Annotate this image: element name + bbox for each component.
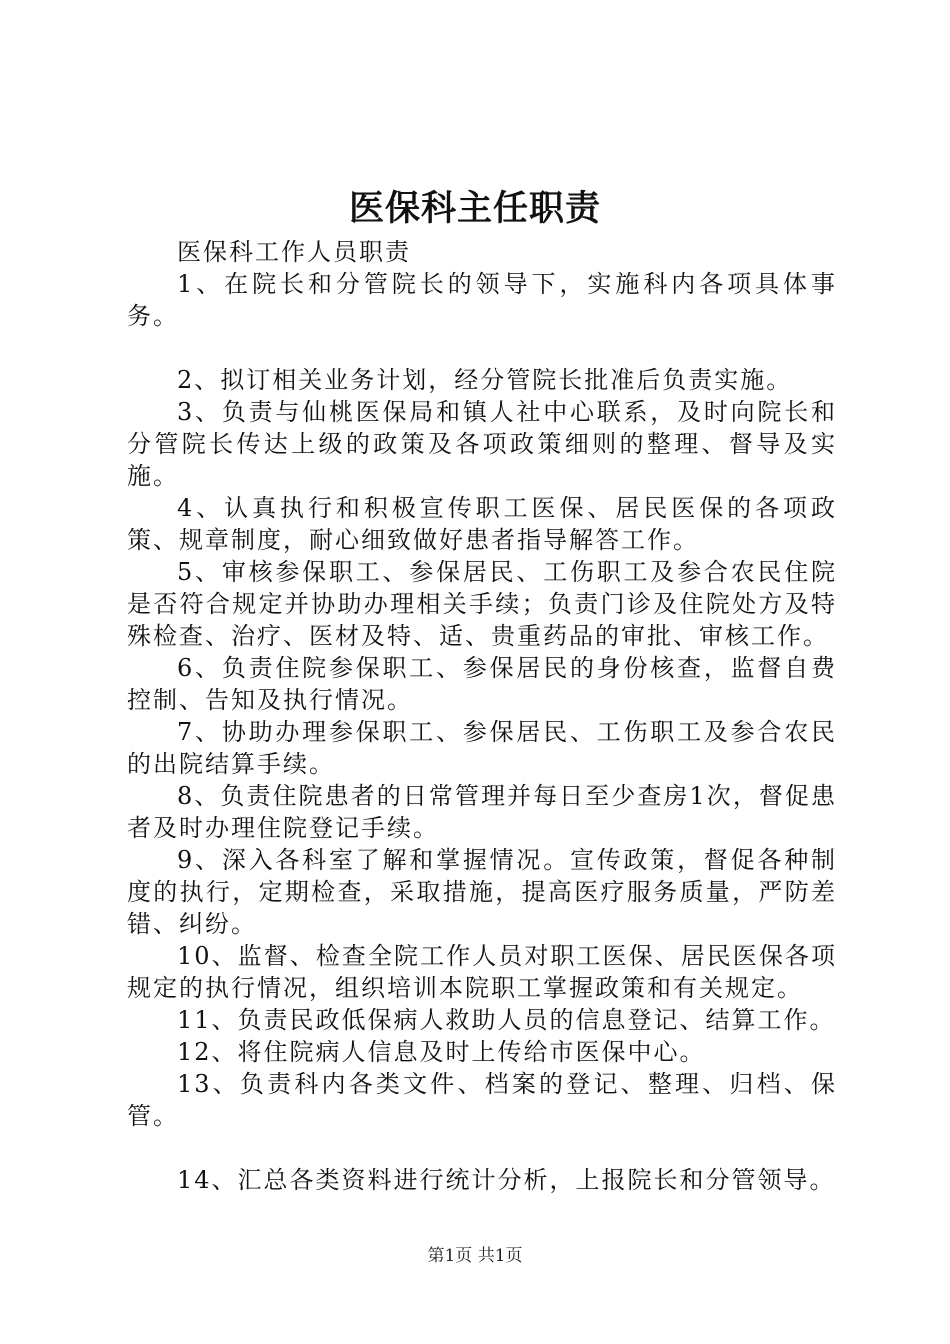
document-body: [127, 236, 837, 1196]
duty-item-12: 12、将住院病人信息及时上传给市医保中心。: [177, 1038, 706, 1066]
duty-item-10: 10、监督、检查全院工作人员对职工医保、居民医保各项规定的执行情况，组织培训本院职工掌握政策和有关规定。: [127, 942, 837, 1002]
duty-item-8: 8、负责住院患者的日常管理并每日至少查房1次，督促患者及时办理住院登记手续。: [127, 782, 837, 842]
duty-item-6: 6、负责住院参保职工、参保居民的身份核查，监督自费控制、告知及执行情况。: [127, 654, 837, 714]
duty-item-14: 14、汇总各类资料进行统计分析，上报院长和分管领导。: [177, 1166, 836, 1194]
duty-item-9: 9、深入各科室了解和掌握情况。宣传政策，督促各种制度的执行，定期检查，采取措施，提高医疗服务质量，严防差错、纠纷。: [127, 846, 837, 938]
duty-item-13: 13、负责科内各类文件、档案的登记、整理、归档、保管。: [127, 1070, 837, 1130]
section-heading: 医保科工作人员职责: [177, 238, 411, 266]
document-title: 医保科主任职责: [348, 188, 601, 229]
duty-item-5: 5、审核参保职工、参保居民、工伤职工及参合农民住院是否符合规定并协助办理相关手续；负责门诊及住院处方及特殊检查、治疗、医材及特、适、贵重药品的审批、审核工作。: [127, 558, 837, 650]
duty-item-11: 11、负责民政低保病人救助人员的信息登记、结算工作。: [177, 1006, 836, 1034]
page-footer: 第1页 共1页: [427, 1246, 523, 1266]
duty-item-7: 7、协助办理参保职工、参保居民、工伤职工及参合农民的出院结算手续。: [127, 718, 837, 778]
duty-item-4: 4、认真执行和积极宣传职工医保、居民医保的各项政策、规章制度，耐心细致做好患者指导解答工作。: [127, 494, 837, 554]
duty-item-1: 1、在院长和分管院长的领导下，实施科内各项具体事务。: [127, 270, 837, 330]
duty-item-3: 3、负责与仙桃医保局和镇人社中心联系，及时向院长和分管院长传达上级的政策及各项政策细则的整理、督导及实施。: [127, 398, 837, 490]
duty-item-2: 2、拟订相关业务计划，经分管院长批准后负责实施。: [177, 366, 793, 394]
